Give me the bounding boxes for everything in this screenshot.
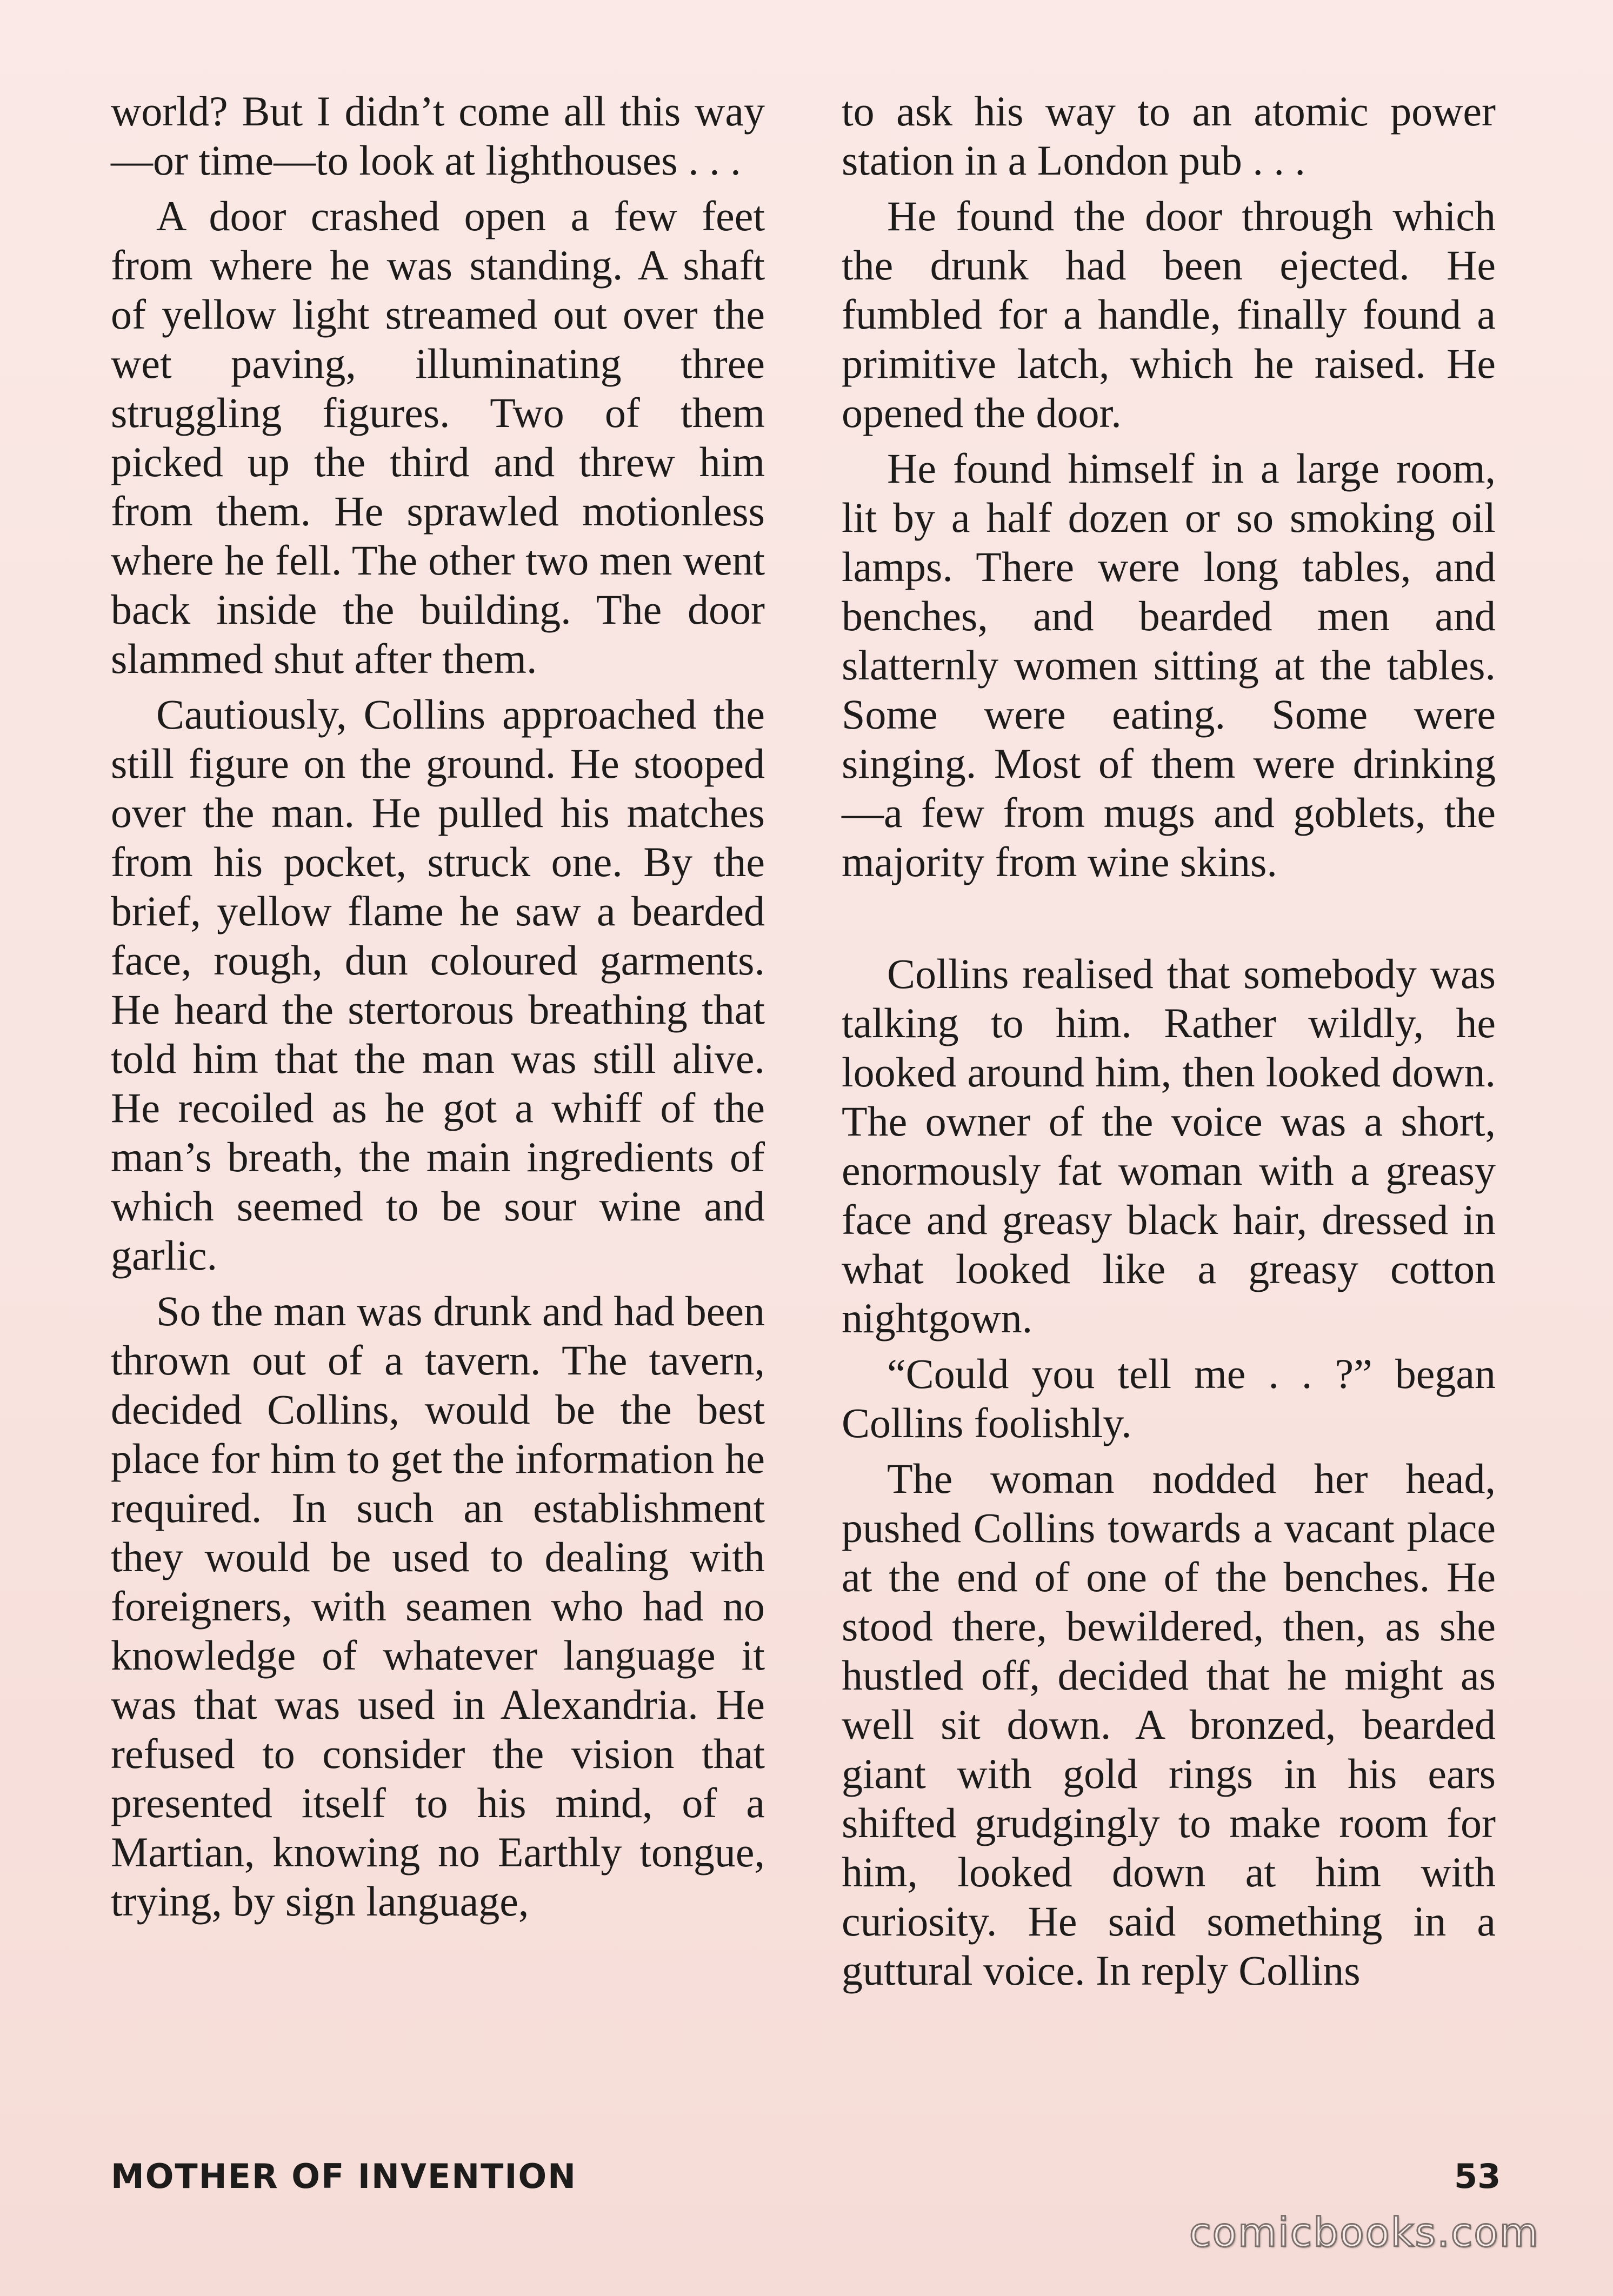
paragraph-door-crashed: A door crashed open a few feet from where he was standing. A shaft of yellow light streamed out over the wet paving, illuminating three struggling figures. Two of them picked up the third and threw him from them. He sprawled motionless where he fell. The other two men went back inside the building. The door slammed shut after them. [111, 192, 765, 682]
paragraph-man-drunk: So the man was drunk and had been thrown out of a tavern. The tavern, decided Collins, would be the best place for him to get the information he required. In such an establishment they would be used to dealing with foreigners, with seamen who had no knowledge of whatever language it was that was used in Alexandria. He refused to consider the vision that presented itself to his mind, of a Martian, knowing no Earthly tongue, trying, by sign language, [111, 1287, 765, 1925]
watermark-logo: comicbooks.com [1189, 2210, 1539, 2256]
paragraph-collins-approached: Cautiously, Collins approached the still figure on the ground. He stooped over the man. He pulled his matches from his pocket, struck one. By the brief, yellow flame he saw a bearded face, rough, dun coloured garments. He heard the stertorous breathing that told him that the man was still alive. He recoiled as he got a whiff of the man’s breath, the main ingredients of which seemed to be sour wine and garlic. [111, 691, 765, 1279]
paragraph-ask-way: to ask his way to an atomic power station in a London pub . . . [842, 88, 1496, 184]
paragraph-woman-nodded: The woman nodded her head, pushed Collins towards a vacant place at the end of one of the benches. He stood there, bewildered, then, as she hustled off, decided that he might as well sit down. A bronzed, bearded giant with gold rings in his ears shifted grudgingly to make room for him, looked down at him with curiosity. He said something in a guttural voice. In reply Collins [842, 1455, 1496, 1994]
paragraph-could-you-tell-me: “Could you tell me . . ?” began Collins foolishly. [842, 1350, 1496, 1446]
page-number: 53 [1454, 2157, 1501, 2196]
paragraph-continuation: world? But I didn’t come all this way—or time—to look at lighthouses . . . [111, 88, 765, 184]
right-text-column [842, 86, 1496, 1995]
paragraph-somebody-talking: Collins realised that somebody was talking to him. Rather wildly, he looked around him, then looked down. The owner of the voice was a short, enormously fat woman with a greasy face and greasy black hair, dressed in what looked like a greasy cotton nightgown. [842, 950, 1496, 1341]
left-text-column [111, 86, 765, 1926]
paragraph-found-door: He found the door through which the drunk had been ejected. He fumbled for a handle, finally found a primitive latch, which he raised. He opened the door. [842, 192, 1496, 436]
running-footer-title: MOTHER OF INVENTION [111, 2157, 577, 2196]
paragraph-large-room: He found himself in a large room, lit by a half dozen or so smoking oil lamps. There were long tables, and benches, and bearded men and slatternly women sitting at the tables. Some were eating. Some were singing. Most of them were drinking—a few from mugs and goblets, the majority from wine skins. [842, 445, 1496, 885]
